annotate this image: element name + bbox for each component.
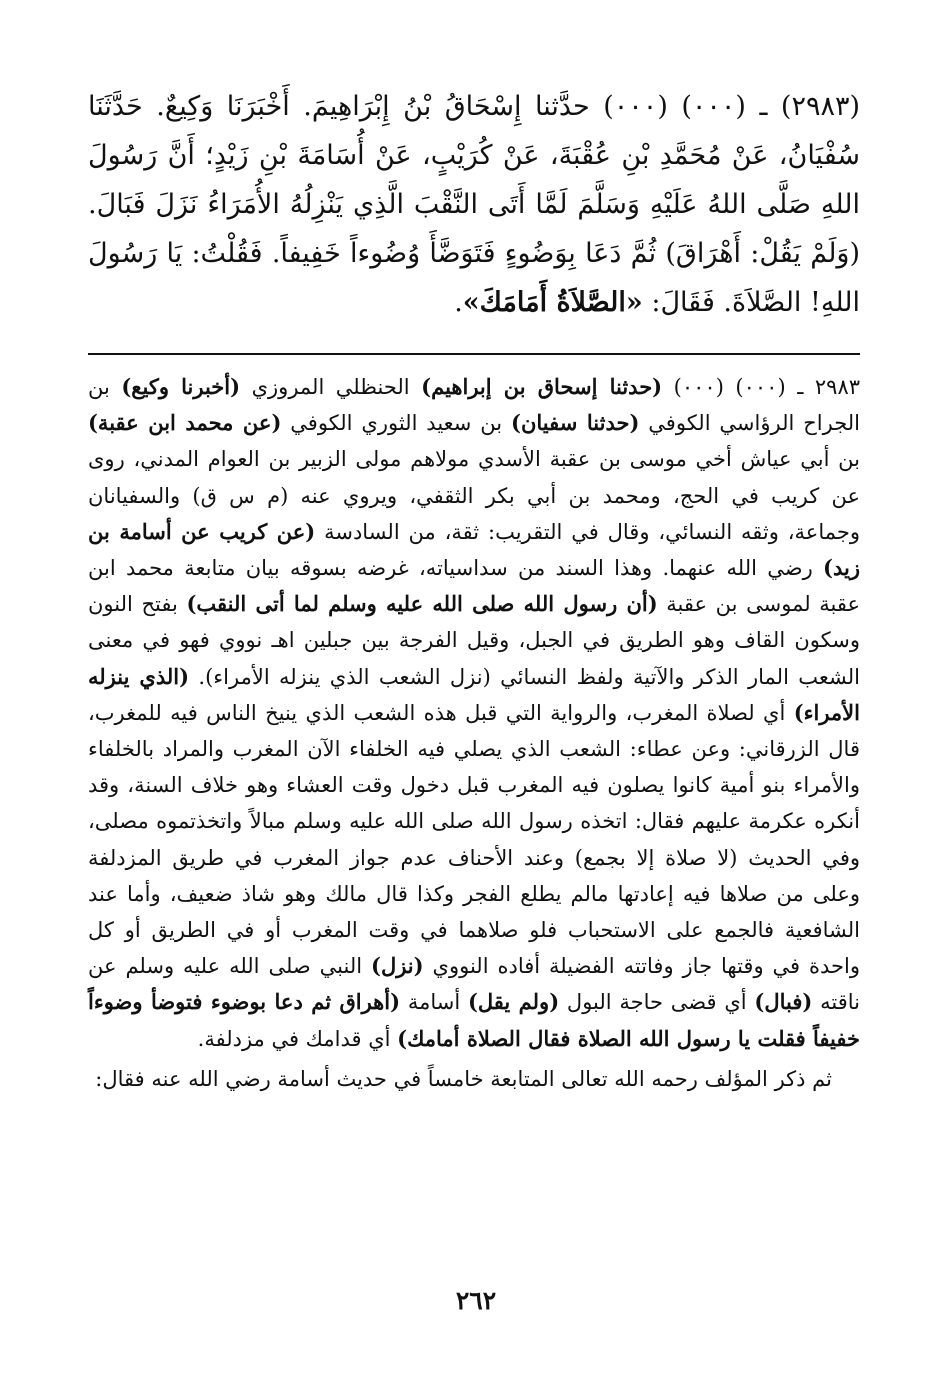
commentary-quote: (أخبرنا وكيع) xyxy=(121,374,241,399)
commentary-segment: ٢٩٨٣ ـ (٠٠٠) (٠٠٠) xyxy=(662,375,861,399)
commentary-quote: (حدثنا إسحاق بن إبراهيم) xyxy=(421,374,663,399)
commentary-segment: الحنظلي المروزي xyxy=(240,375,422,399)
commentary-quote: (نزل) xyxy=(371,953,424,979)
commentary-segment: النبي صلى الله عليه وسلم عن ناقته xyxy=(88,954,860,1015)
closing-text: ثم ذكر المؤلف رحمه الله تعالى المتابعة خامساً في حديث أسامة رضي الله عنه فقال: xyxy=(95,1066,832,1091)
commentary-quote: (أهراق ثم دعا بوضوء فتوضأ وضوءاً خفيفاً فقلت يا رسول الله الصلاة فقال الصلاة أمامك) xyxy=(88,989,860,1051)
commentary-quote: (حدثنا سفيان) xyxy=(511,410,640,436)
commentary-segment: أي قضى حاجة البول xyxy=(559,990,755,1015)
hadith-text-part-1: (٢٩٨٣) ـ (٠٠٠) (٠٠٠) حدَّثنا إِسْحَاقُ بْنُ إِبْرَاهِيمَ. أَخْبَرَنَا وَكِيعٌ. حَدَّثَنَا سُفْيَانُ، عَنْ مُحَمَّدِ بْنِ عُقْبَةَ، عَنْ كُرَيْبٍ، عَنْ أُسَامَةَ بْنِ زَيْدٍ؛ أَنَّ رَسُولَ اللهِ صَلَّى اللهُ عَلَيْهِ وَسَلَّمَ لَمَّا أَتَى النَّقْبَ الَّذِي يَنْزِلُهُ الأُمَرَاءُ نَزَلَ فَبَالَ. (وَلَمْ يَقُلْ: أَهْرَاقَ) ثُمَّ دَعَا بِوَضُوءٍ فَتَوَضَّأَ وُضُوءاً خَفِيفاً. فَقُلْتُ: يَا رَسُولَ اللهِ! الصَّلاَةَ. فَقَالَ: xyxy=(88,91,860,318)
commentary-segment: بن سعيد الثوري الكوفي xyxy=(281,411,512,436)
hadith-text xyxy=(88,82,860,327)
commentary-segment: أسامة xyxy=(400,990,468,1015)
commentary-segment: أي لصلاة المغرب، والرواية التي قبل هذه الشعب الذي ينيخ الناس فيه للمغرب، قال الزرقاني: وعن عطاء: الشعب الذي يصلي فيه الخلفاء الآن المغرب والمراد بالخلفاء والأمراء بنو أمية كانوا يصلون فيه المغرب قبل دخول وقت العشاء وهو خلاف السنة، وقد أنكره عكرمة عليهم فقال: اتخذه رسول الله صلى الله عليه وسلم مبالاً واتخذتموه مصلى، وفي الحديث (لا صلاة إلا بجمع) وعند الأحناف عدم جواز المغرب في طريق المزدلفة وعلى من صلاها فيه إعادتها مالم يطلع الفجر وكذا قال مالك وهو شاذ ضعيف، وأما عند الشافعية فالجمع على الاستحباب فلو صلاهما في وقت المغرب أو في الطريق أو كل واحدة في وقتها جاز وفاتته الفضيلة أفاده النووي xyxy=(88,700,860,979)
commentary-segment: رضي الله عنهما. وهذا السند من سداسياته، غرضه بسوقه بيان متابعة محمد ابن عقبة لموسى بن عقبة xyxy=(88,556,860,617)
hadith-text-part-2: . xyxy=(454,287,463,318)
commentary-quote: (أن رسول الله صلى الله عليه وسلم لما أتى النقب) xyxy=(186,591,658,617)
commentary-quote: (عن كريب عن أسامة بن زيد) xyxy=(88,518,860,581)
commentary-quote: (فبال) xyxy=(754,989,813,1015)
commentary-quote: (الذي ينزله الأمراء) xyxy=(88,663,860,725)
commentary-segment: أي قدامك في مزدلفة. xyxy=(197,1026,398,1051)
commentary-quote: (ولم يقل) xyxy=(467,989,560,1015)
page-body xyxy=(88,82,860,1097)
commentary-quote: (عن محمد ابن عقبة) xyxy=(88,410,282,436)
footnote-divider xyxy=(88,353,860,355)
commentary-segment: بفتح النون وسكون القاف وهو الطريق في الجبل، وقيل الفرجة بين جبلين اهـ نووي فهو في معنى الشعب المار الذكر والآتية ولفظ النسائي (نزل الشعب الذي ينزله الأمراء). xyxy=(88,592,860,689)
hadith-text-bold: «الصَّلاَةُ أَمَامَكَ» xyxy=(462,287,643,318)
commentary-text xyxy=(88,369,860,1057)
page-number: ٢٦٢ xyxy=(455,1286,497,1315)
commentary-segment: بن أبي عياش أخي موسى بن عقبة الأسدي مولاهم مولى الزبير بن العوام المدني، روى عن كريب في الحج، ومحمد بن أبي بكر الثقفي، ويروي عنه (م س ق) والسفيانان وجماعة، وثقه النسائي، وقال في التقريب: ثقة، من السادسة xyxy=(88,447,860,544)
commentary-segment: بن الجراح الرؤاسي الكوفي xyxy=(88,375,860,436)
